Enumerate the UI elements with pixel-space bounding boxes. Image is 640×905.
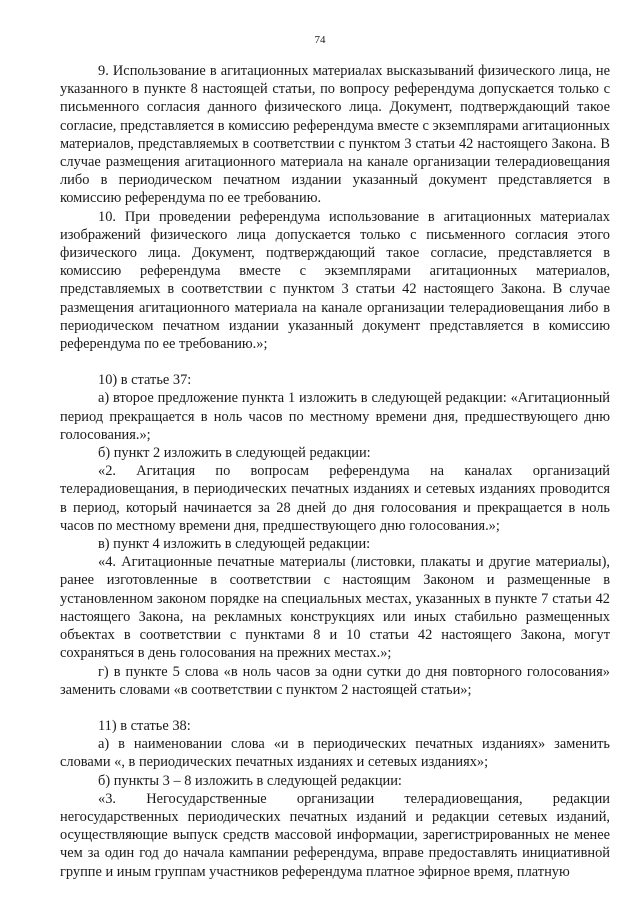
subitem-b-article-37: б) пункт 2 изложить в следующей редакции: bbox=[98, 445, 371, 462]
paragraph-9: 9. Использование в агитационных материалах высказываний физического лица, не указанного в пункте 8 настоящей статьи, по вопросу референдума допускается только с письменного согласия данного физического лица. Документ, подтверждающий такое согласие, представляется в комиссию референдума вместе с экземплярами агитационных материалов, представляемых в соответствии с пунктом 3 статьи 42 настоящего Закона. В случае размещения агитационного материала на канале организации телерадиовещания либо в периодическом печатном издании указанный документ представляется в комиссию референдума по ее требованию. bbox=[60, 63, 610, 207]
item-11-article-38: 11) в статье 38: bbox=[98, 717, 191, 734]
subitem-v-article-37: в) пункт 4 изложить в следующей редакции: bbox=[98, 536, 371, 553]
subitem-b-article-38: б) пункты 3 – 8 изложить в следующей редакции: bbox=[98, 772, 402, 789]
page-number: 74 bbox=[314, 34, 326, 46]
quoted-point-2: «2. Агитация по вопросам референдума на каналах организаций телерадиовещания, в периодических печатных изданиях и сетевых изданиях проводится в период, который начинается за 28 дней до дня голосования и прекращается в ноль часов по местному времени дня, предшествующего дню голосования.»; bbox=[60, 463, 610, 534]
subitem-a-article-37: а) второе предложение пункта 1 изложить в следующей редакции: «Агитационный период прекращается в ноль часов по местному времени дня, предшествующего дню голосования.»; bbox=[60, 390, 610, 443]
item-10-article-37: 10) в статье 37: bbox=[98, 372, 192, 389]
subitem-a-article-38: а) в наименовании слова «и в периодических печатных изданиях» заменить словами «, в периодических печатных изданиях и сетевых изданиях»; bbox=[60, 736, 610, 771]
quoted-point-3: «3. Негосударственные организации телерадиовещания, редакции негосударственных периодических печатных изданий и редакции сетевых изданий, осуществляющие выпуск средств массовой информации, зарегистрированных не менее чем за один год до начала кампании референдума, вправе предоставлять инициативной группе и иным группам участников референдума платное эфирное время, платную bbox=[60, 790, 610, 880]
paragraph-10: 10. При проведении референдума использование в агитационных материалах изображений физического лица допускается только с письменного согласия этого физического лица. Документ, подтверждающий такое согласие, представляется в комиссию референдума вместе с экземплярами агитационных материалов, представляемых в соответствии с пунктом 3 статьи 42 настоящего Закона. В случае размещения агитационного материала на канале организации телерадиовещания либо в периодическом печатном издании указанный документ представляется в комиссию референдума по ее требованию.»; bbox=[60, 208, 610, 353]
subitem-g-article-37: г) в пункте 5 слова «в ноль часов за одни сутки до дня повторного голосования» заменить словами «в соответствии с пунктом 2 настоящей статьи»; bbox=[60, 663, 610, 698]
quoted-point-4: «4. Агитационные печатные материалы (листовки, плакаты и другие материалы), ранее изготовленные в соответствии с настоящим Законом и размещенные в установленном законом порядке на специальных местах, указанных в пункте 7 статьи 42 настоящего Закона, на рекламных конструкциях или иных стабильно размещенных объектах в соответствии с пунктами 8 и 10 статьи 42 настоящего Закона, могут сохраняться в день голосования на прежних местах.»; bbox=[60, 554, 610, 662]
document-body bbox=[60, 62, 610, 881]
